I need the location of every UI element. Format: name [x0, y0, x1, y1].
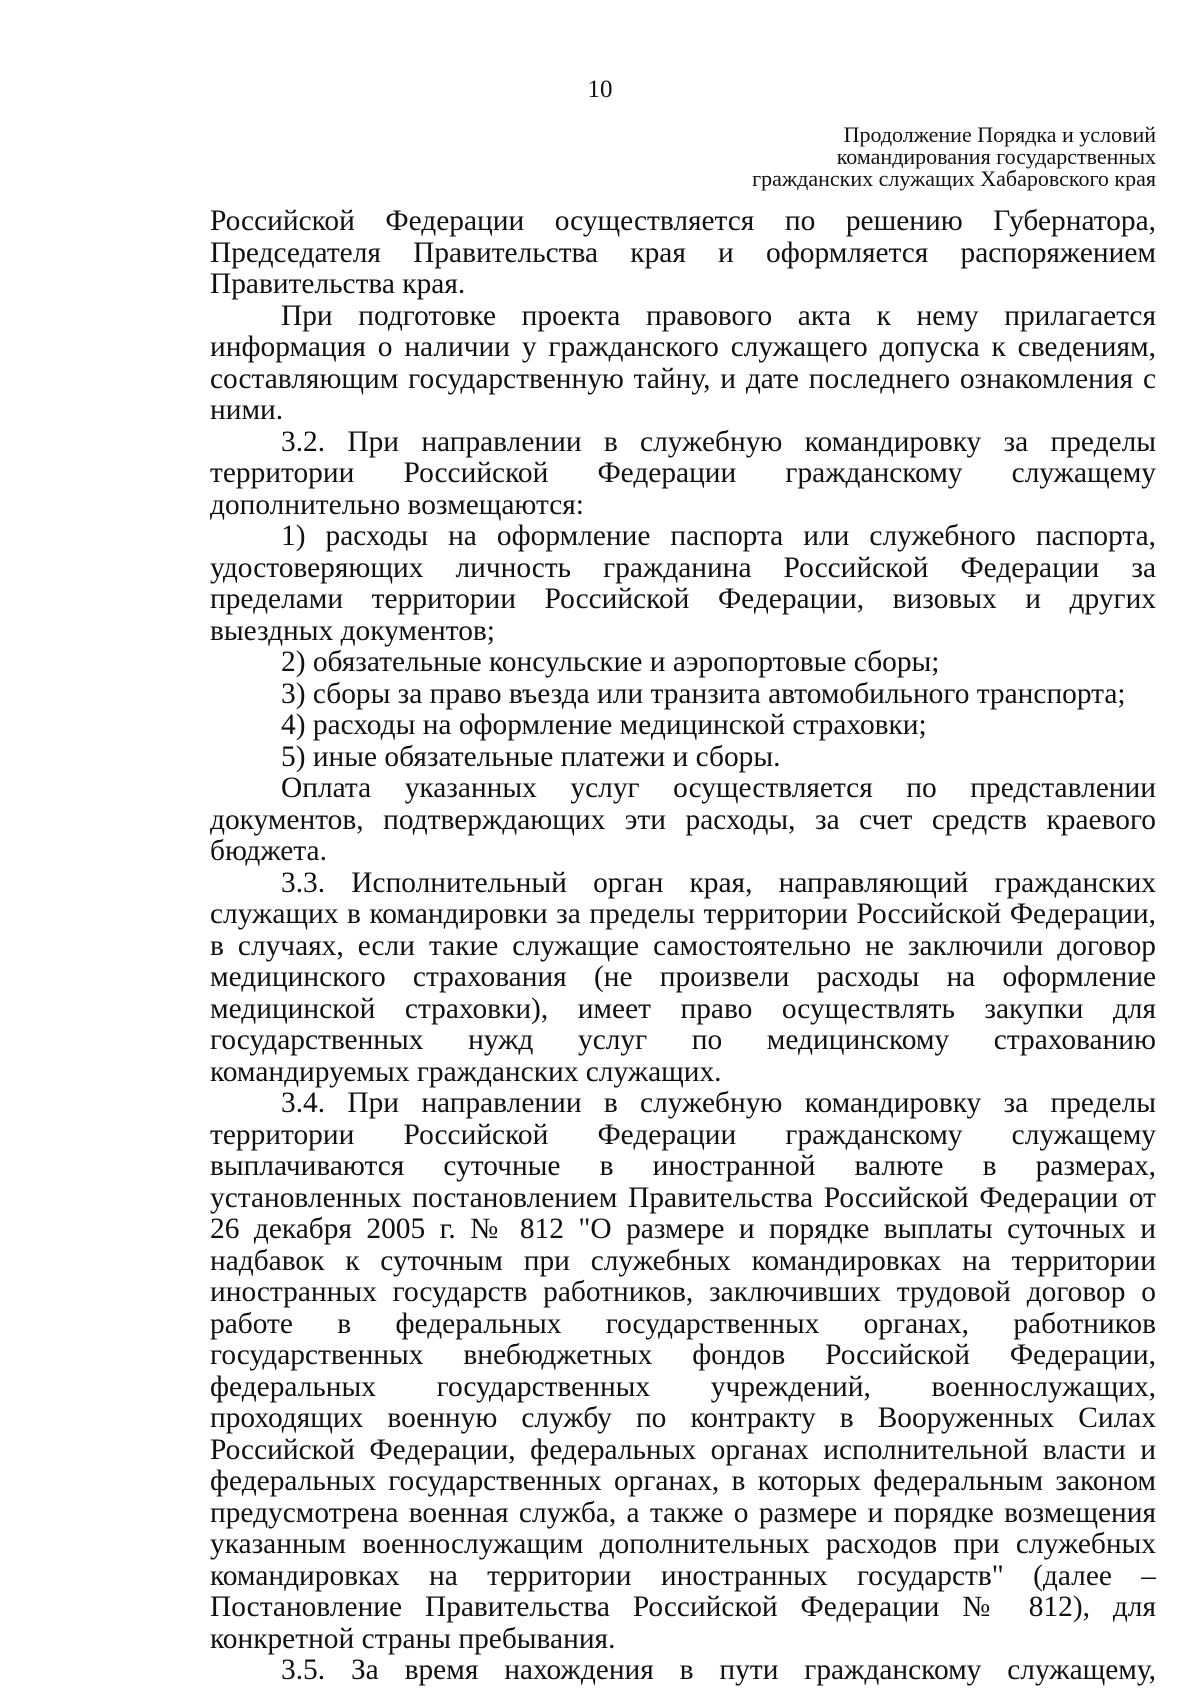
paragraph-3-2: 3.2. При направлении в служебную командировку за пределы территории Российской Федерации гражданскому служащему дополнительно возмещаются:	[210, 425, 1156, 521]
document-body	[210, 206, 1156, 1687]
header-note-line-2: командирования государственных	[836, 144, 1156, 169]
paragraph-3-4: 3.4. При направлении в служебную командировку за пределы территории Российской Федерации гражданскому служащему выплачиваются суточные в иностранной валюте в размерах, установленных постановлением Правительства Российской Федерации от 26 декабря 2005 г. № 812 "О размере и порядке выплаты суточных и надбавок к суточным при служебных командировках на территории иностранных государств работников, заключивших трудовой договор о работе в федеральных государственных органах, работников государственных внебюджетных фондов Российской Федерации, федеральных государственных учреждений, военнослужащих, проходящих военную службу по контракту в Вооруженных Силах Российской Федерации, федеральных органах исполнительной власти и федеральных государственных органах, в которых федеральным законом предусмотрена военная служба, а также о размере и порядке возмещения указанным военнослужащим дополнительных расходов при служебных командировках на территории иностранных государств" (далее – Постановление Правительства Российской Федерации № 812), для конкретной страны пребывания.	[210, 1087, 1156, 1655]
paragraph-3-5: 3.5. За время нахождения в пути гражданскому служащему,	[281, 1654, 1156, 1686]
list-item-1: 1) расходы на оформление паспорта или служебного паспорта, удостоверяющих личность гражданина Российской Федерации за пределами территории Российской Федерации, визовых и других выездных документов;	[210, 520, 1156, 647]
header-note-line-1: Продолжение Порядка и условий	[843, 122, 1156, 147]
paragraph-payment: Оплата указанных услуг осуществляется по представлении документов, подтверждающих эти расходы, за счет средств краевого бюджета.	[210, 772, 1156, 867]
document-header-note	[752, 124, 1156, 190]
paragraph-3-3: 3.3. Исполнительный орган края, направляющий гражданских служащих в командировки за пределы территории Российской Федерации, в случаях, если такие служащие самостоятельно не заключили договор медицинского страхования (не произвели расходы на оформление медицинской страховки), имеет право осуществлять закупки для государственных нужд услуг по медицинскому страхованию командируемых гражданских служащих.	[210, 866, 1156, 1088]
header-note-line-3: гражданских служащих Хабаровского края	[752, 166, 1156, 191]
list-item-5: 5) иные обязательные платежи и сборы.	[281, 740, 781, 773]
list-item-4: 4) расходы на оформление медицинской страховки;	[281, 709, 927, 741]
paragraph-continuation: Российской Федерации осуществляется по решению Губернатора, Председателя Правительства края и оформляется распоряжением Правительства края.	[210, 205, 1156, 300]
list-item-2: 2) обязательные консульские и аэропортовые сборы;	[281, 646, 940, 678]
page-number: 10	[587, 76, 613, 103]
list-item-3: 3) сборы за право въезда или транзита автомобильного транспорта;	[281, 677, 1126, 710]
paragraph-attachment-info: При подготовке проекта правового акта к нему прилагается информация о наличии у гражданского служащего допуска к сведениям, составляющим государственную тайну, и дате последнего ознакомления с ними.	[210, 299, 1156, 426]
